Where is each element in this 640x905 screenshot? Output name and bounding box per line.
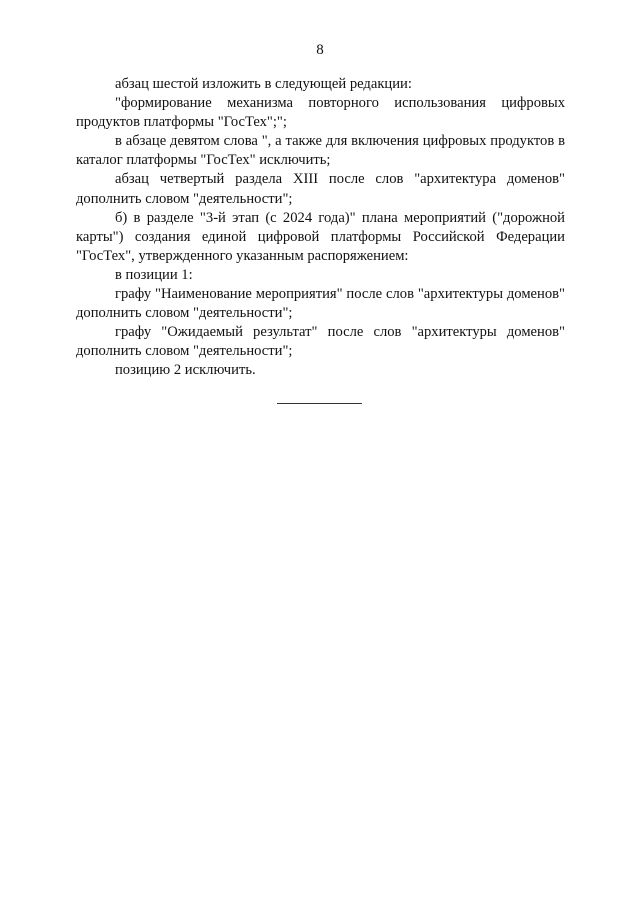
end-separator-line xyxy=(277,403,362,404)
paragraph-6: в позиции 1: xyxy=(115,266,193,283)
paragraph-2: "формирование механизма повторного использования цифровых продуктов платформы "ГосТех";"; xyxy=(76,95,565,131)
paragraph-3: в абзаце девятом слова ", а также для включения цифровых продуктов в каталог платформы "ГосТех" исключить; xyxy=(76,133,565,169)
paragraph-5: б) в разделе "3-й этап (с 2024 года)" плана мероприятий ("дорожной карты") создания единой цифровой платформы Российской Федерации "ГосТех", утвержденного указанным распоряжением: xyxy=(76,209,565,264)
page-number: 8 xyxy=(316,42,324,58)
paragraph-1: абзац шестой изложить в следующей редакции: xyxy=(115,76,412,92)
paragraph-8: графу "Ожидаемый результат" после слов "архитектуры доменов" дополнить словом "деятельности"; xyxy=(76,324,565,360)
paragraph-9: позицию 2 исключить. xyxy=(115,362,256,379)
document-body xyxy=(76,75,565,381)
paragraph-7: графу "Наименование мероприятия" после слов "архитектуры доменов" дополнить словом "деятельности"; xyxy=(76,286,565,322)
paragraph-4: абзац четвертый раздела XIII после слов "архитектура доменов" дополнить словом "деятельности"; xyxy=(76,171,565,207)
